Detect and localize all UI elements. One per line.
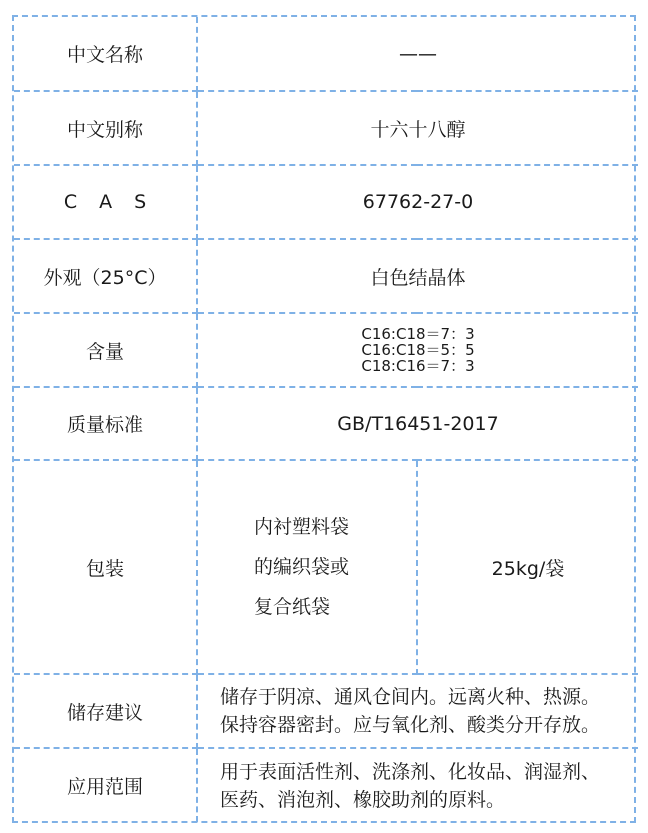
row-label-storage: 储存建议 — [14, 674, 197, 748]
row-label-content: 含量 — [14, 313, 197, 387]
table-row — [14, 165, 638, 239]
application-line: 医药、消泡剂、橡胶助剂的原料。 — [220, 788, 506, 811]
table-row — [14, 239, 638, 313]
row-label-application: 应用范围 — [14, 748, 197, 822]
row-label-appearance: 外观（25°C） — [14, 239, 197, 313]
row-value-chinese-name: —— — [197, 17, 638, 91]
table-row — [14, 17, 638, 91]
row-value-application — [197, 748, 638, 822]
row-label-chinese-name: 中文名称 — [14, 17, 197, 91]
row-value-standard: GB/T16451-2017 — [197, 387, 638, 460]
application-line: 用于表面活性剂、洗涤剂、化妆品、润湿剂、 — [220, 760, 601, 783]
content-ratio-line: C18:C16＝7：3 — [361, 357, 475, 375]
row-label-standard: 质量标准 — [14, 387, 197, 460]
table-row — [14, 674, 638, 748]
content-ratio-line: C16:C18＝5：5 — [361, 341, 475, 359]
row-value-packaging-weight: 25kg/袋 — [417, 460, 638, 674]
content-ratio-line: C16:C18＝7：3 — [361, 325, 475, 343]
table-row — [14, 387, 638, 460]
table-row — [14, 91, 638, 165]
row-label-packaging: 包装 — [14, 460, 197, 674]
table-row — [14, 748, 638, 822]
row-value-appearance: 白色结晶体 — [197, 239, 638, 313]
packaging-line: 复合纸袋 — [254, 596, 331, 618]
packaging-line: 内衬塑料袋 — [254, 516, 350, 538]
row-value-packaging-type — [197, 460, 417, 674]
spec-table — [12, 15, 636, 823]
row-label-alias: 中文别称 — [14, 91, 197, 165]
table-row — [14, 460, 638, 674]
packaging-line: 的编织袋或 — [254, 556, 350, 578]
storage-line: 保持容器密封。应与氧化剂、酸类分开存放。 — [220, 714, 601, 736]
row-value-alias: 十六十八醇 — [197, 91, 638, 165]
row-value-cas: 67762-27-0 — [197, 165, 638, 239]
table-row — [14, 313, 638, 387]
row-value-content — [197, 313, 638, 387]
row-label-cas: CAS — [14, 165, 197, 239]
storage-line: 储存于阴凉、通风仓间内。远离火种、热源。 — [220, 686, 601, 708]
row-value-storage — [197, 674, 638, 748]
